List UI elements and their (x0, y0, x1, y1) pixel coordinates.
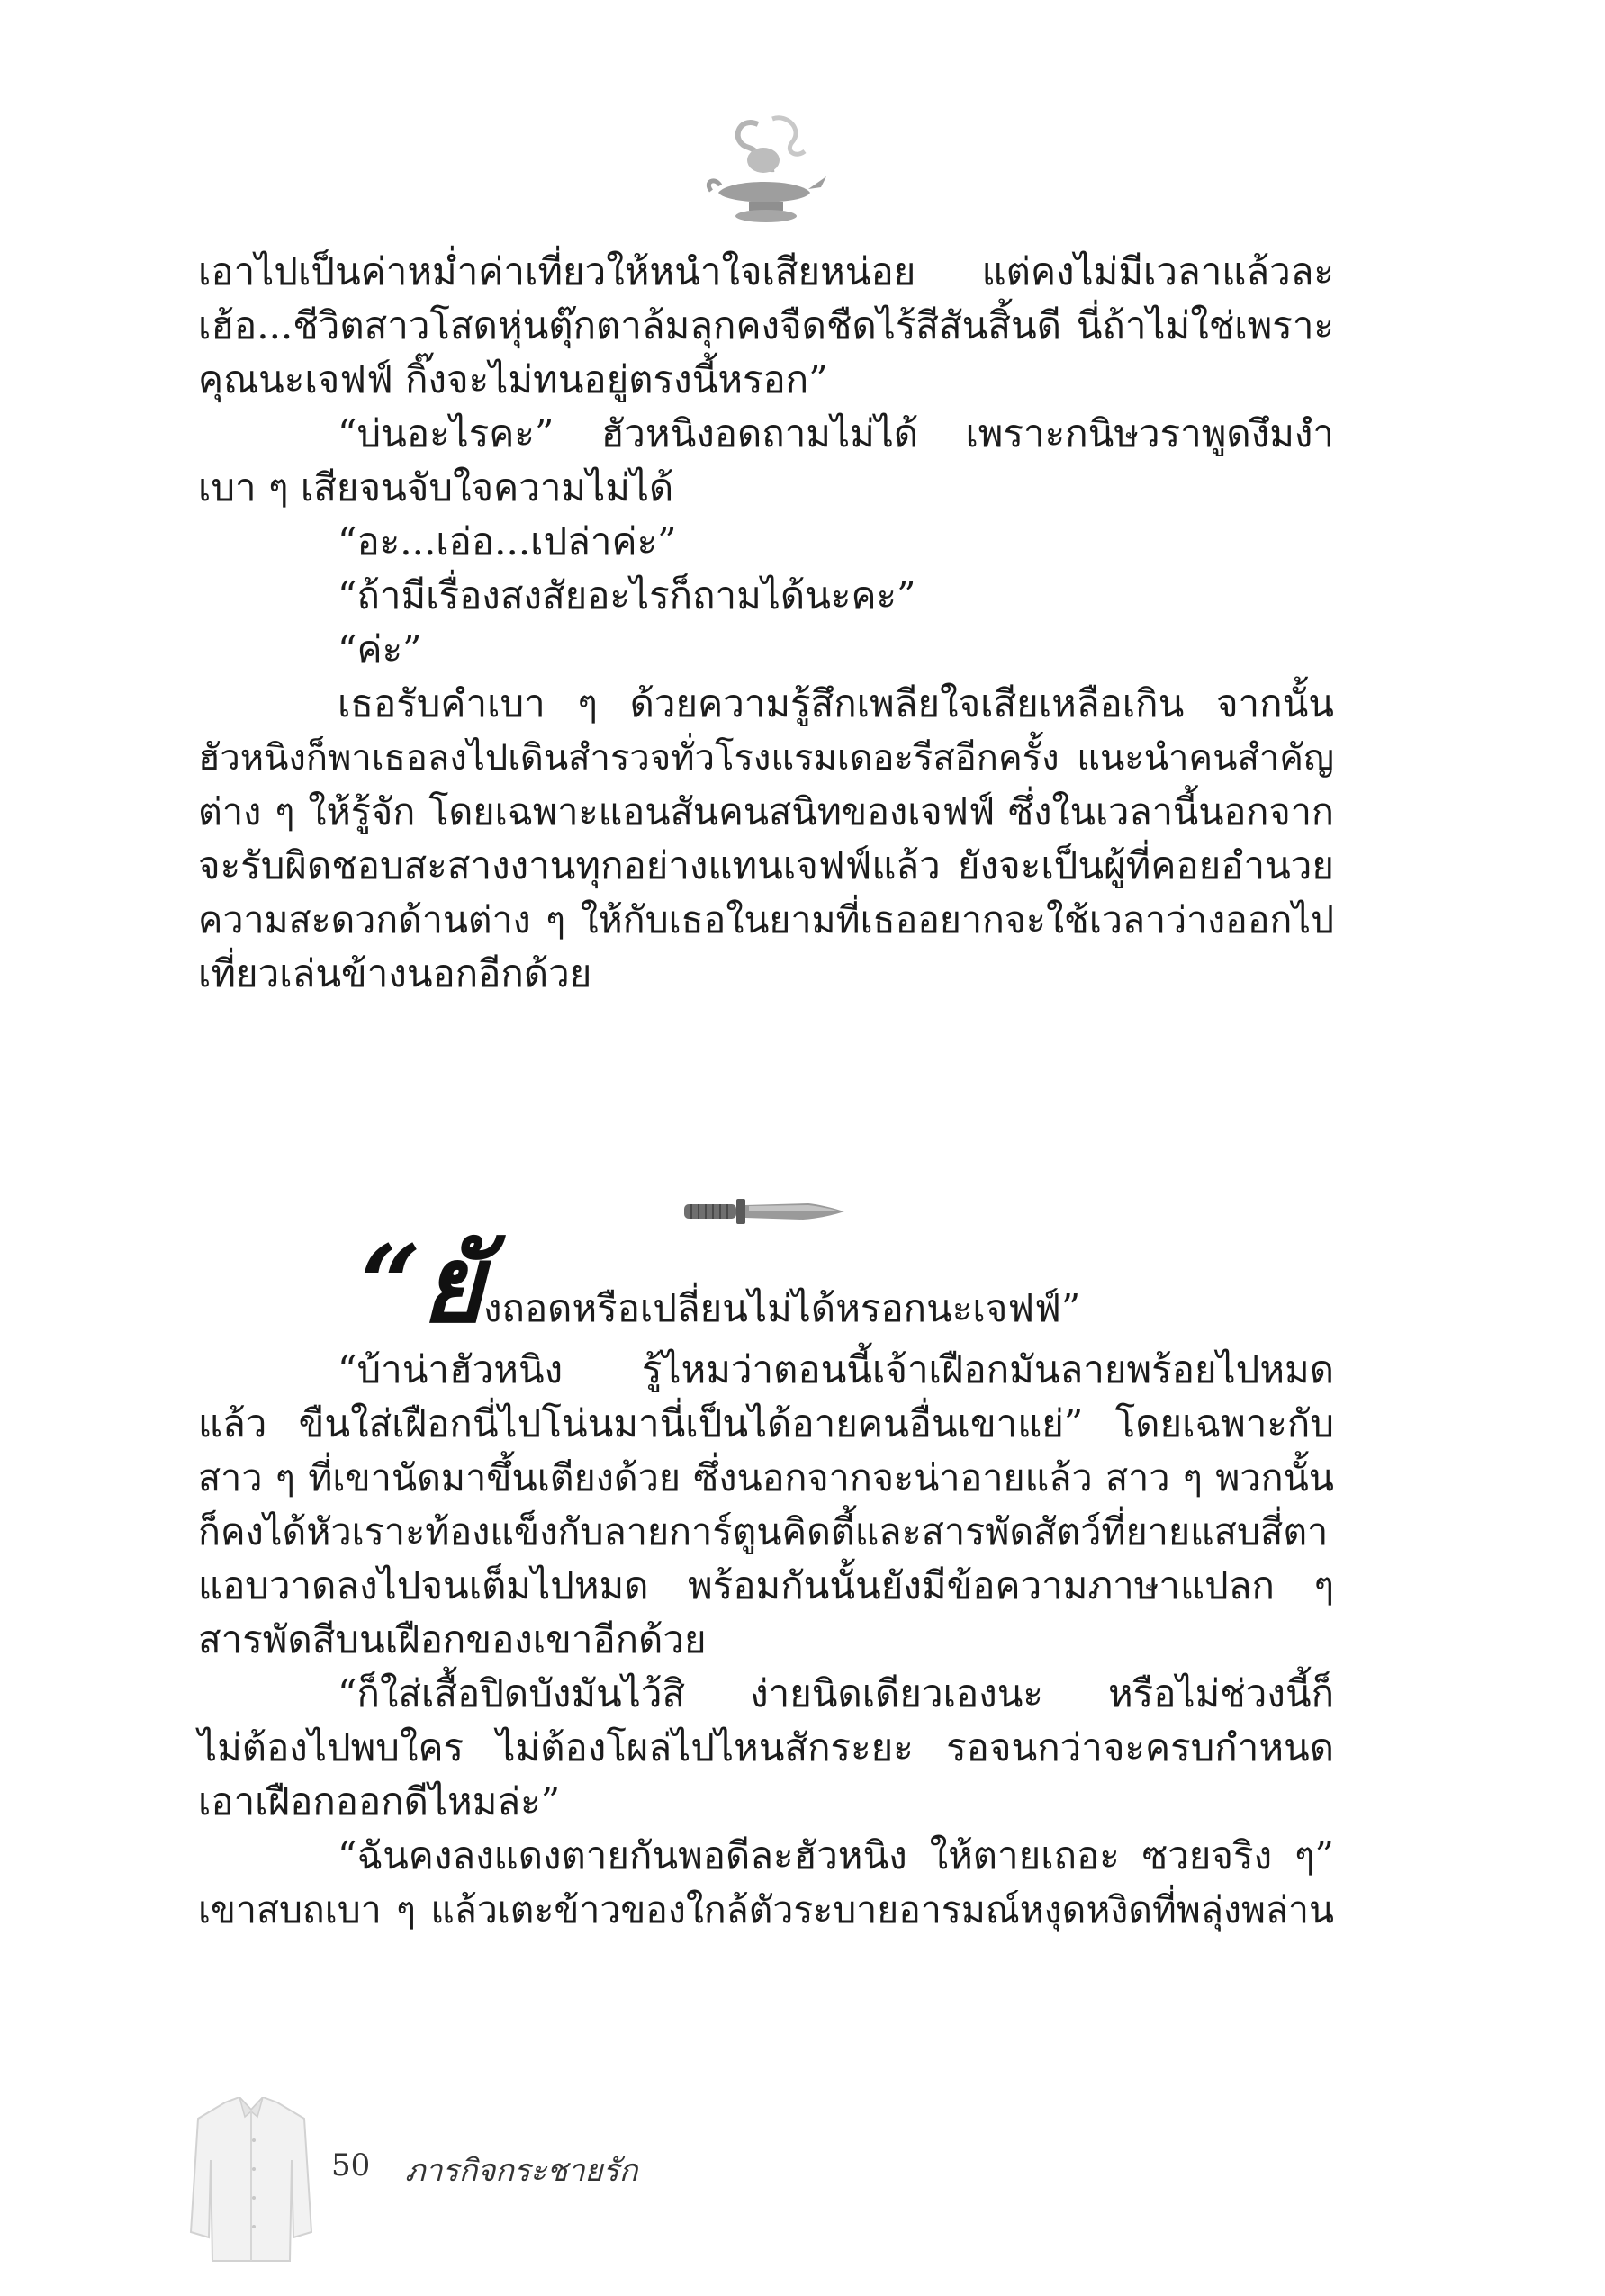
shirt-icon (189, 2097, 313, 2263)
text-line: เอาเฝือกออกดีไหมล่ะ” (198, 1779, 561, 1823)
text-line: “ค่ะ” (338, 627, 422, 671)
text-line: เฮ้อ...ชีวิตสาวโสดหุ่นตุ๊กตาล้มลุกคงจืดชืดไร้สีสันสิ้นดี นี่ถ้าไม่ใช่เพราะ (198, 303, 1334, 347)
text-line: เธอรับคำเบา ๆ ด้วยความรู้สึกเพลียใจเสียเหลือเกิน จากนั้น (338, 681, 1334, 725)
text-line: ไม่ต้องไปพบใคร ไม่ต้องโผล่ไปไหนสักระยะ รอจนกว่าจะครบกำหนด (198, 1725, 1334, 1769)
knife-icon (682, 1195, 846, 1228)
text-line: เที่ยวเล่นข้างนอกอีกด้วย (198, 951, 592, 995)
text-line: ก็คงได้หัวเราะท้องแข็งกับลายการ์ตูนคิดตี้และสารพัดสัตว์ที่ยายแสบสี่ตา (198, 1510, 1329, 1553)
text-line: เขาสบถเบา ๆ แล้วเตะข้าวของใกล้ตัวระบายอารมณ์หงุดหงิดที่พลุ่งพล่าน (198, 1888, 1334, 1931)
text-line: ความสะดวกด้านต่าง ๆ ให้กับเธอในยามที่เธออยากจะใช้เวลาว่างออกไป (198, 898, 1334, 941)
text-line: เอาไปเป็นค่าหม่ำค่าเที่ยวให้หนำใจเสียหน่อย แต่คงไม่มีเวลาแล้วละ (198, 249, 1334, 293)
text-line: “ถ้ามีเรื่องสงสัยอะไรก็ถามได้นะคะ” (338, 573, 916, 617)
section-2 (198, 1343, 1334, 1937)
text-line: แล้ว ขืนใส่เฝือกนี่ไปโน่นมานี่เป็นได้อายคนอื่นเขาแย่” โดยเฉพาะกับ (198, 1401, 1334, 1445)
text-line: ฮัวหนิงก็พาเธอลงไปเดินสำรวจทั่วโรงแรมเดอะรีสอีกครั้ง แนะนำคนสำคัญ (198, 737, 1334, 779)
text-line: “บ้าน่าฮัวหนิง รู้ไหมว่าตอนนี้เจ้าเฝือกมันลายพร้อยไปหมด (338, 1347, 1334, 1391)
text-line: “ฉันคงลงแดงตายกันพอดีละฮัวหนิง ให้ตายเถอะ ซวยจริง ๆ” (338, 1833, 1334, 1877)
text-line: ต่าง ๆ ให้รู้จัก โดยเฉพาะแอนสันคนสนิทของเจฟฟ์ ซึ่งในเวลานี้นอกจาก (198, 790, 1334, 833)
section-1 (198, 245, 1334, 1001)
page-number: 50 (331, 2147, 371, 2183)
text-line: “บ่นอะไรคะ” ฮัวหนิงอดถามไม่ได้ เพราะกนิษวราพูดงึมงำ (338, 411, 1334, 455)
text-line: สาว ๆ ที่เขานัดมาขึ้นเตียงด้วย ซึ่งนอกจากจะน่าอายแล้ว สาว ๆ พวกนั้น (198, 1456, 1334, 1499)
dropcap: “ยั (360, 1221, 484, 1346)
text-line: เบา ๆ เสียจนจับใจความไม่ได้ (198, 465, 674, 509)
dropcap-line (360, 1221, 1081, 1346)
book-title: ภารกิจกระชายรัก (405, 2153, 638, 2189)
text-line: แอบวาดลงไปจนเต็มไปหมด พร้อมกันนั้นยังมีข้อความภาษาแปลก ๆ (198, 1563, 1334, 1607)
dropcap-rest: งถอดหรือเปลี่ยนไม่ได้หรอกนะเจฟฟ์” (483, 1286, 1081, 1330)
text-line: “ก็ใส่เสื้อปิดบังมันไว้สิ ง่ายนิดเดียวเองนะ หรือไม่ช่วงนี้ก็ (338, 1671, 1334, 1715)
genie-lamp-icon (702, 106, 828, 232)
text-line: คุณนะเจฟฟ์ กิ๊งจะไม่ทนอยู่ตรงนี้หรอก” (198, 357, 828, 401)
text-line: จะรับผิดชอบสะสางงานทุกอย่างแทนเจฟฟ์แล้ว ยังจะเป็นผู้ที่คอยอำนวย (198, 843, 1334, 887)
text-line: “อะ...เอ่อ...เปล่าค่ะ” (338, 519, 677, 563)
text-line: สารพัดสีบนเฝือกของเขาอีกด้วย (198, 1617, 707, 1661)
